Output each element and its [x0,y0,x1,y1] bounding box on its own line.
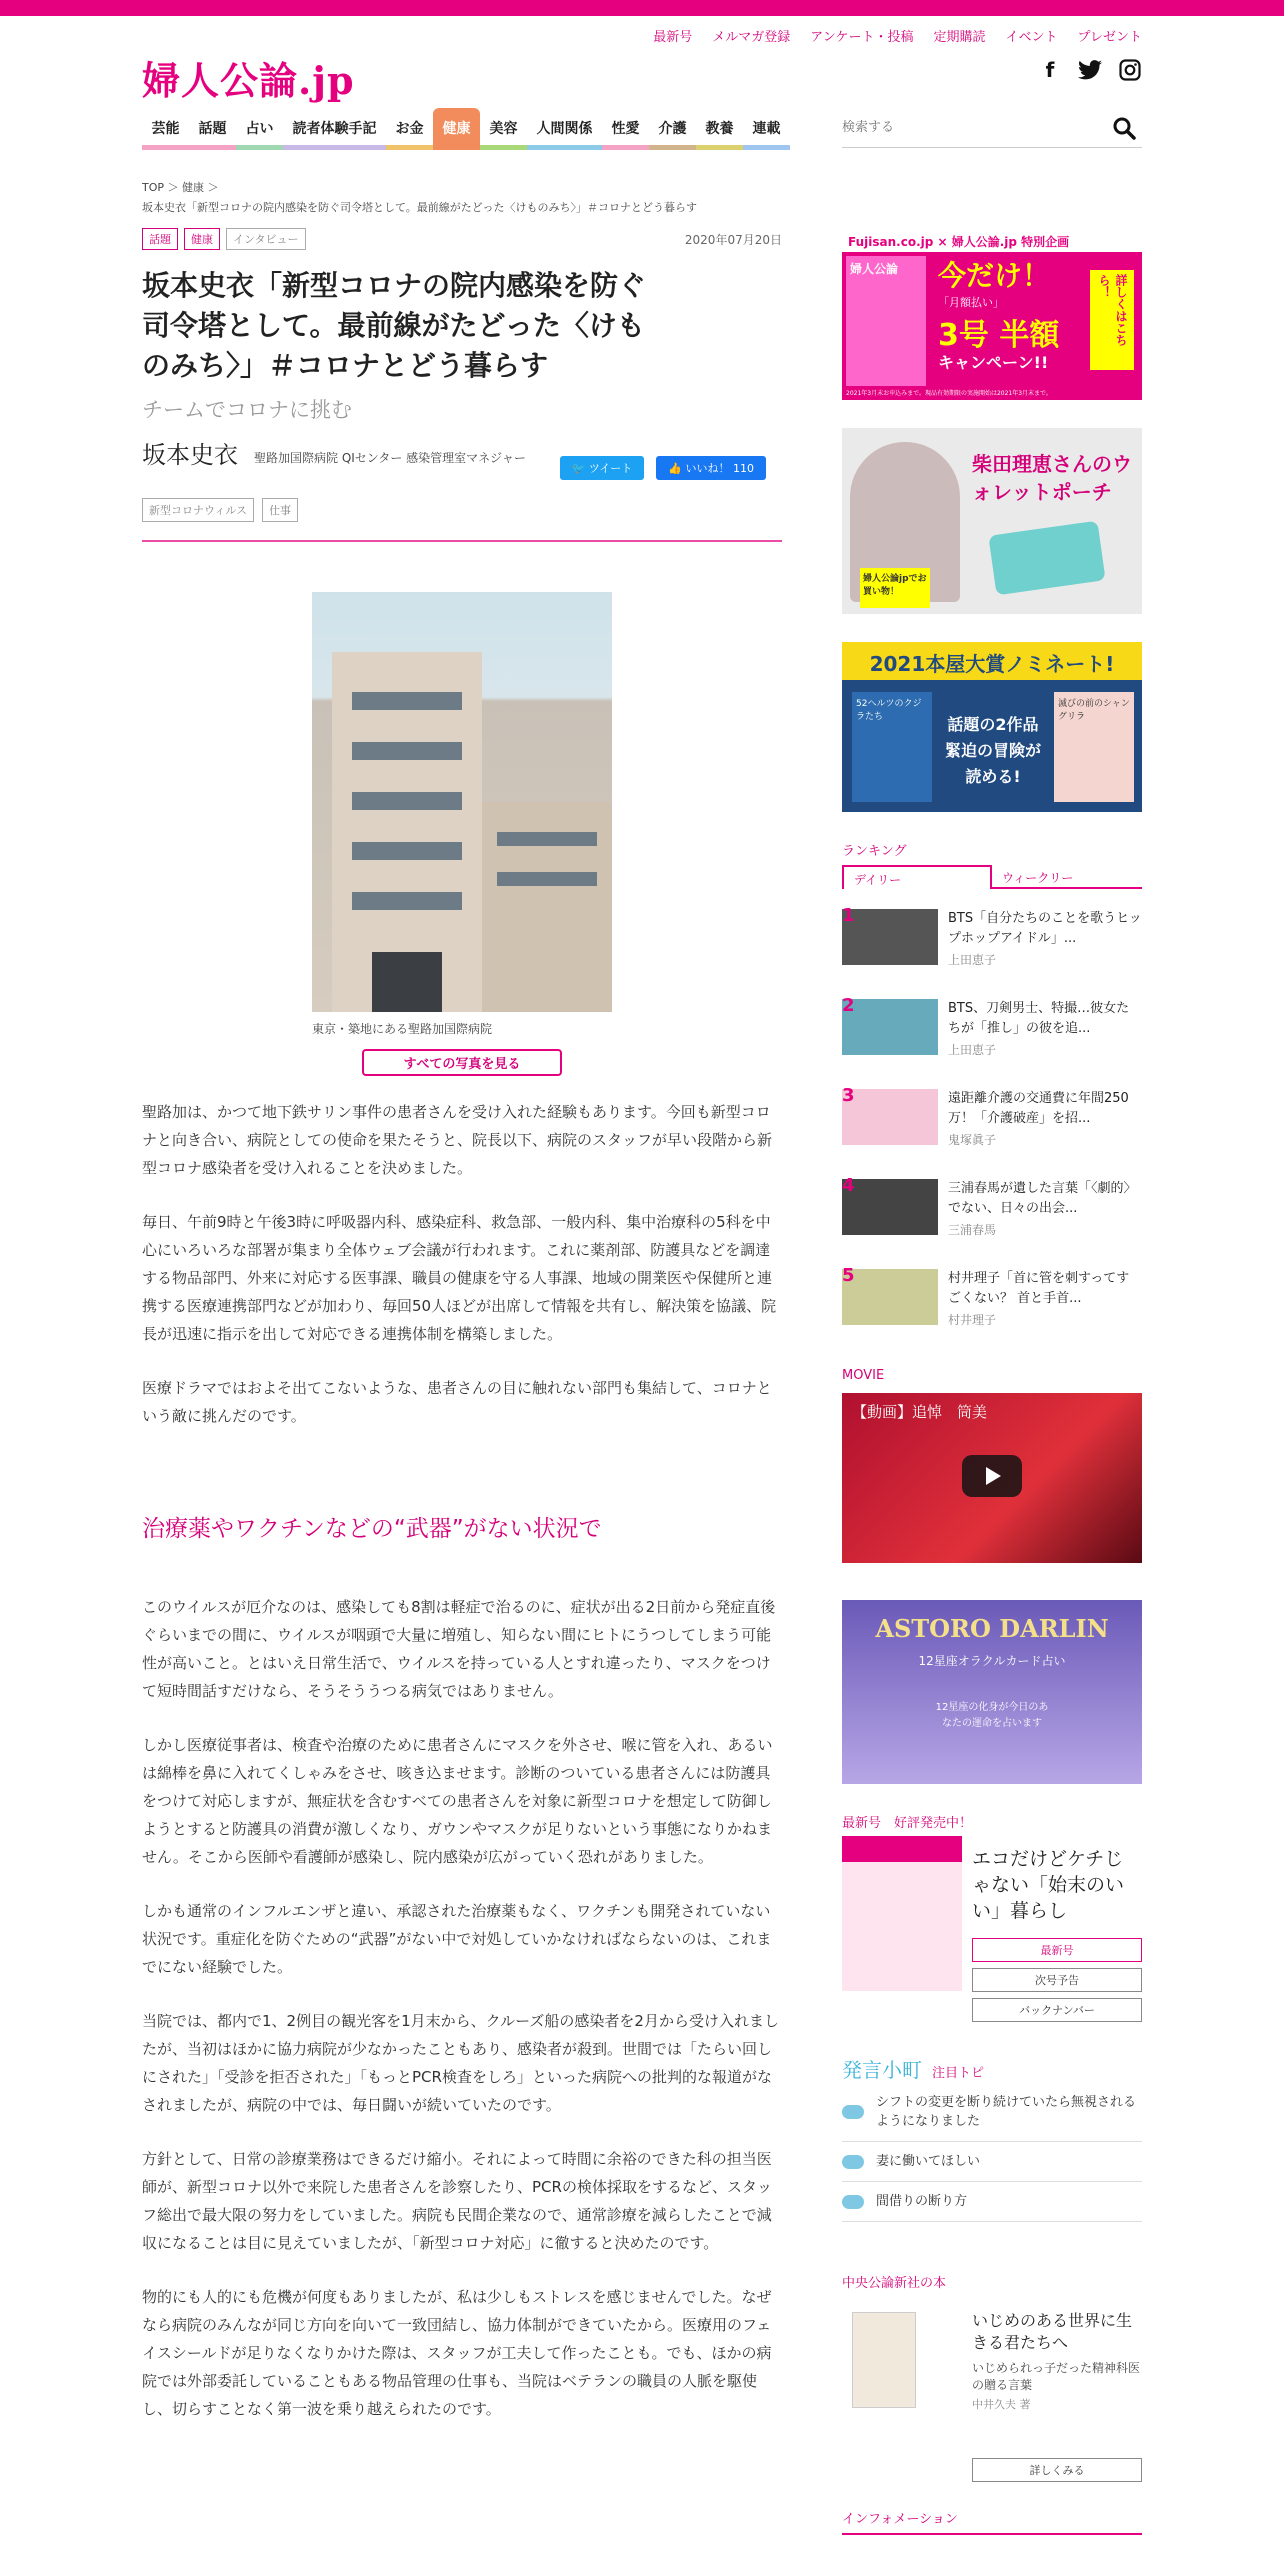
ranking-title[interactable]: 遠距離介護の交通費に年間250万！「介護破産」を招... [948,1091,1129,1126]
window-row [352,892,462,910]
top-link-mailmag[interactable]: メルマガ登録 [712,30,791,45]
banner-fujisan-campaign[interactable] [842,230,1142,400]
article-subtitle: チームでコロナに挑む [142,398,352,422]
movie-section [842,1368,1142,1563]
banner3-body: 話題の2作品 緊迫の冒険が 読める! [944,715,1041,786]
ranking-thumb [842,995,938,1055]
ranking-title[interactable]: 村井理子「首に管を刺すってすごくない？ 首と手首... [948,1271,1130,1306]
ranking-author: 上田恵子 [948,1043,997,1057]
book-author: 中井久夫 著 [972,2398,1031,2411]
article-paragraph: 物的にも人的にも危機が何度もありましたが、私は少しもストレスを感じませんでした。なぜなら病院のみんなが同じ方向を向いて一致団結し、協力体制ができていたから。医療用のフェイスシールドが足りなくなりかけた際は、スタッフが工夫して作ったことも。でも、ほかの病院では外部委託していることもある物品管理の仕事も、当院はベテランの職員の人脈を駆使し、切らすことなく第一波を乗り越えられたのです。 [142,2288,772,2418]
information-section [842,2508,1142,2535]
latest-headline: エコだけどケチじゃない「始末のいい」暮らし [972,1848,1125,1922]
latest-buttons [972,1932,1142,2022]
twitter-icon[interactable] [1078,58,1102,82]
window-row [352,792,462,810]
like-button[interactable]: 👍 いいね！ 110 [656,456,766,480]
nav-cat-culture[interactable]: 教養 [696,108,743,150]
window-row [497,832,597,846]
tag-topics[interactable]: 話題 [142,228,178,250]
movie-player[interactable] [842,1393,1142,1563]
ranking-thumb [842,1175,938,1235]
topic-title[interactable]: シフトの変更を断り続けていたら無視されるようになりました [876,2095,1137,2129]
article-paragraph: 医療ドラマではおよそ出てこないような、患者さんの目に触れない部門も集結して、コロナという敵に挑んだのです。 [142,1379,772,1425]
breadcrumb-current: 坂本史衣「新型コロナの院内感染を防ぐ司令塔として。最前線がたどった〈けものみち〉」＃コロナとどう暮らす [142,201,698,214]
ranking-item[interactable] [842,995,1142,1069]
hatsugen-komachi-section [842,2054,1142,2222]
information-title: インフォメーション [842,2508,1142,2535]
ranking-author: 鬼塚眞子 [948,1133,997,1147]
author-affiliation: 聖路加国際病院 QIセンター 感染管理室マネジャー [254,451,526,465]
cover-band [842,1836,962,1862]
ranking-author: 村井理子 [948,1313,997,1327]
next-issue-button[interactable]: 次号予告 [972,1968,1142,1992]
ranking-author: 三浦春馬 [948,1223,997,1237]
tag-health[interactable]: 健康 [184,228,220,250]
window-row [352,842,462,860]
hatsugen-sub: 注目トピ [932,2066,985,2081]
banner3-title: 2021本屋大賞ノミネート! [842,642,1142,680]
banner1-fine: 2021年3月末お申込みまで。現品有効期限の実施開始は2021年3月末まで。 [846,390,1052,397]
breadcrumb [142,178,782,218]
nav-cat-beauty[interactable]: 美容 [480,108,527,150]
article-paragraph: しかも通常のインフルエンザと違い、承認された治療薬もなく、ワクチンも開発されていない状況です。重症化を防ぐための“武器”がない中で対処していかなければならないのは、これまでにない経験でした。 [142,1902,772,1976]
nav-cat-care[interactable]: 介護 [649,108,696,150]
ranking-item[interactable] [842,905,1142,979]
nav-cat-money[interactable]: お金 [386,108,433,150]
topic-title[interactable]: 間借りの断り方 [876,2194,968,2209]
search-input[interactable] [842,110,1082,144]
movie-title: MOVIE [842,1368,885,1383]
play-icon [962,1455,1022,1497]
entrance [372,952,442,1012]
nav-cat-series[interactable]: 連載 [743,108,790,150]
ranking-number: 5 [842,1265,855,1286]
top-links [653,26,1142,45]
ranking-section [842,840,1142,1339]
ranking-thumb [842,1265,938,1325]
top-accent-bar [0,0,1284,16]
publish-date: 2020年07月20日 [684,232,782,247]
window-row [352,692,462,710]
top-link-present[interactable]: プレゼント [1077,30,1142,45]
title-divider [142,540,782,542]
ranking-number: 3 [842,1085,855,1106]
article-paragraph: 方針として、日常の診療業務はできるだけ縮小。それによって時間に余裕のできた科の担当医師が、新型コロナ以外で来院した患者さんを診察したり、PCRの検体採取をするなど、スタッフ総出で最大限の努力をしていました。病院も民間企業なので、通常診療を減らしたことで減収になることは目に見えていましたが、「新型コロナ対応」に徹すると決めたのです。 [142,2150,772,2252]
keyword-tags [142,498,782,522]
movie-caption: 【動画】追悼 筒美 [852,1403,988,1421]
ranking-number: 4 [842,1175,855,1196]
book-title[interactable]: いじめのある世界に生きる君たちへ [972,2311,1133,2352]
topic-item[interactable] [842,2182,1142,2222]
article-paragraph: 聖路加は、かつて地下鉄サリン事件の患者さんを受け入れた経験もあります。今回も新型コロナと向き合い、病院としての使命を果たそうと、院長以下、病院のスタッフが早い段階から新型コロナ感染者を受け入れることを決めました。 [142,1103,773,1177]
pouch-image [988,521,1105,596]
banner2-title: 柴田理恵さんのウォレットポーチ [972,452,1132,504]
top-link-survey[interactable]: アンケート・投稿 [810,30,914,45]
tweet-label: ツイート [588,462,633,475]
banner-astoro-darlin[interactable] [842,1600,1142,1784]
window-row [497,872,597,886]
ranking-tabs [842,865,1142,889]
topic-item[interactable] [842,2083,1142,2142]
ranking-title: ランキング [842,844,907,859]
bubble-icon [842,2155,864,2169]
book-cover-2: 滅びの前のシャングリラ [1054,692,1134,802]
article-paragraph: 毎日、午前9時と午後3時に呼吸器内科、感染症科、救急部、一般内科、集中治療科の5科を中心にいろいろな部署が集まり全体ウェブ会議が行われます。これに薬剤部、防護具などを調達する物品部門、外来に対応する医事課、職員の健康を守る人事課、地域の開業医や保健所と連携する医療連携部門などが加わり、毎回50人ほどが出席して情報を共有し、解決策を協議、院長が迅速に指示を出して対応できる連携体制を構築しました。 [142,1213,777,1343]
nav-cat-entertainment[interactable]: 芸能 [142,108,189,150]
tab-weekly[interactable]: ウィークリー [992,865,1142,889]
photo-caption: 東京・築地にある聖路加国際病院 [312,1022,493,1036]
ranking-item[interactable] [842,1265,1142,1339]
latest-issue-cover[interactable] [842,1836,962,1991]
nav-cat-topics[interactable]: 話題 [189,108,236,150]
nav-cat-fortune[interactable]: 占い [236,108,283,150]
ranking-title[interactable]: 三浦春馬が遺した言葉「〈劇的〉でない、日々の出会... [948,1181,1137,1216]
nav-cat-relationships[interactable]: 人間関係 [527,108,602,150]
banner1-tag: 「月額払い」 [938,296,1004,309]
magazine-cover [846,256,926,386]
article-main [142,178,782,2423]
banner1-side: 詳しくはこちら！ [1090,270,1134,370]
hatsugen-logo[interactable]: 発言小町 [842,2058,922,2082]
back-number-button[interactable]: バックナンバー [972,1998,1142,2022]
cover-title: 婦人公論 [850,262,899,276]
banner1-mid: 3号 半額 [938,318,1060,353]
tab-daily[interactable]: デイリー [842,865,992,889]
banner1-top: Fujisan.co.jp × 婦人公論.jp 特別企画 [842,230,1142,252]
all-photos-button[interactable]: すべての写真を見る [362,1049,562,1076]
site-logo[interactable]: 婦人公論.jp [142,58,355,103]
nav-cat-health[interactable]: 健康 [433,108,480,150]
ranking-thumb [842,1085,938,1145]
breadcrumb-path[interactable]: TOP ＞ 健康 ＞ [142,181,219,194]
banner-wallet-pouch[interactable] [842,428,1142,614]
keyword-covid[interactable]: 新型コロナウィルス [142,498,254,522]
article-tags [142,228,782,250]
ranking-number: 2 [842,995,855,1016]
nav-cat-reader-stories[interactable]: 読者体験手記 [283,108,386,150]
ranking-item[interactable] [842,1175,1142,1249]
book-section-title: 中央公論新社の本 [842,2276,947,2291]
ranking-thumb [842,905,938,965]
social-links [1038,58,1142,82]
ranking-author: 上田恵子 [948,953,997,967]
ranking-item[interactable] [842,1085,1142,1159]
banner5-sub: 12星座オラクルカード占い [918,1654,1066,1668]
banner-honya-taisho[interactable] [842,642,1142,812]
top-link-event[interactable]: イベント [1005,30,1058,45]
category-nav [142,108,790,150]
instagram-icon[interactable] [1118,58,1142,82]
article-paragraph: しかし医療従事者は、検査や治療のために患者さんにマスクを外させ、喉に管を入れ、あるいは綿棒を鼻に入れてくしゃみをさせ、咳き込ませます。診断のついている患者さんには防護具をつけて対応しますが、無症状を含むすべての患者さんを対象に新型コロナを想定して防御しようとすると防護具の消費が激しくなり、ガウンやマスクが足りないという事態になりかねません。そこから医師や看護師が感染し、院内感染が広がっていく恐れがありました。 [142,1736,773,1866]
keyword-work[interactable]: 仕事 [262,498,298,522]
tweet-button[interactable]: 🐦 ツイート [560,456,645,480]
banner5-body: 12星座の化身が今日のあなたの運命を占います [935,1702,1049,1729]
share-buttons [560,456,766,480]
banner2-badge: 婦人公論jpでお買い物！ [860,568,930,608]
search-icon[interactable] [1112,116,1136,140]
latest-issue-section [842,1812,1142,2017]
latest-title: 最新号 好評発売中！ [842,1816,973,1831]
hatsugen-header [842,2054,1142,2083]
author-name[interactable]: 坂本史衣 [142,441,238,469]
topic-item[interactable] [842,2142,1142,2182]
article-paragraph: このウイルスが厄介なのは、感染しても8割は軽症で治るのに、症状が出る2日前から発症直後ぐらいまでの間に、ウイルスが咽頭で大量に増殖し、知らない間にヒトにうつしてしまう可能性が高いこと。とはいえ日常生活で、ウイルスを持っている人とすれ違ったり、マスクをつけて短時間話すだけなら、そうそううつる病気ではありません。 [142,1598,776,1700]
book-cover[interactable] [852,2312,916,2408]
play-button[interactable] [962,1455,1022,1497]
bubble-icon [842,2105,864,2119]
ranking-title[interactable]: BTS「自分たちのことを歌うヒップホップアイドル」... [948,911,1142,946]
section-heading: 治療薬やワクチンなどの“武器”がない状況で [142,1516,602,1542]
bubble-icon [842,2195,864,2209]
top-link-subscription[interactable]: 定期購読 [933,30,986,45]
search-box [842,110,1142,148]
ranking-title[interactable]: BTS、刀剣男士、特撮…彼女たちが「推し」の彼を追... [948,1001,1130,1036]
book-more-button[interactable]: 詳しくみる [972,2458,1142,2482]
nav-cat-love[interactable]: 性愛 [602,108,649,150]
book-subtitle: いじめられっ子だった精神科医の贈る言葉 [972,2361,1141,2392]
banner1-sub: キャンペーン!! [938,353,1049,372]
banner1-big: 今だけ！ [938,259,1051,292]
facebook-icon[interactable]: f [1045,58,1055,82]
book-cover-1: 52ヘルツのクジラたち [852,692,932,802]
ranking-number: 1 [842,905,855,926]
window-row [352,742,462,760]
banner5-title: ASTORO DARLIN [875,1614,1109,1643]
top-link-latest[interactable]: 最新号 [653,30,693,45]
hospital-photo[interactable] [312,592,612,1012]
topic-title[interactable]: 妻に働いてほしい [876,2154,981,2169]
tag-interview[interactable]: インタビュー [226,228,306,250]
article-paragraph: 当院では、都内で1、2例目の観光客を1月末から、クルーズ船の感染者を2月から受け入れましたが、当初はほかに協力病院が少なかったこともあり、感染者が殺到。世間では「たらい回しにされた」「受診を拒否された」「もっとPCR検査をしろ」といった病院への批判的な報道がなされましたが、病院の中では、毎日闘いが続いていたのです。 [142,2012,779,2114]
article-title: 坂本史衣「新型コロナの院内感染を防ぐ司令塔として。最前線がたどった〈けものみち〉」＃コロナとどう暮らす [142,269,647,382]
latest-issue-button[interactable]: 最新号 [972,1938,1142,1962]
book-section [842,2272,1142,2477]
like-label: いいね！ 110 [685,462,754,475]
